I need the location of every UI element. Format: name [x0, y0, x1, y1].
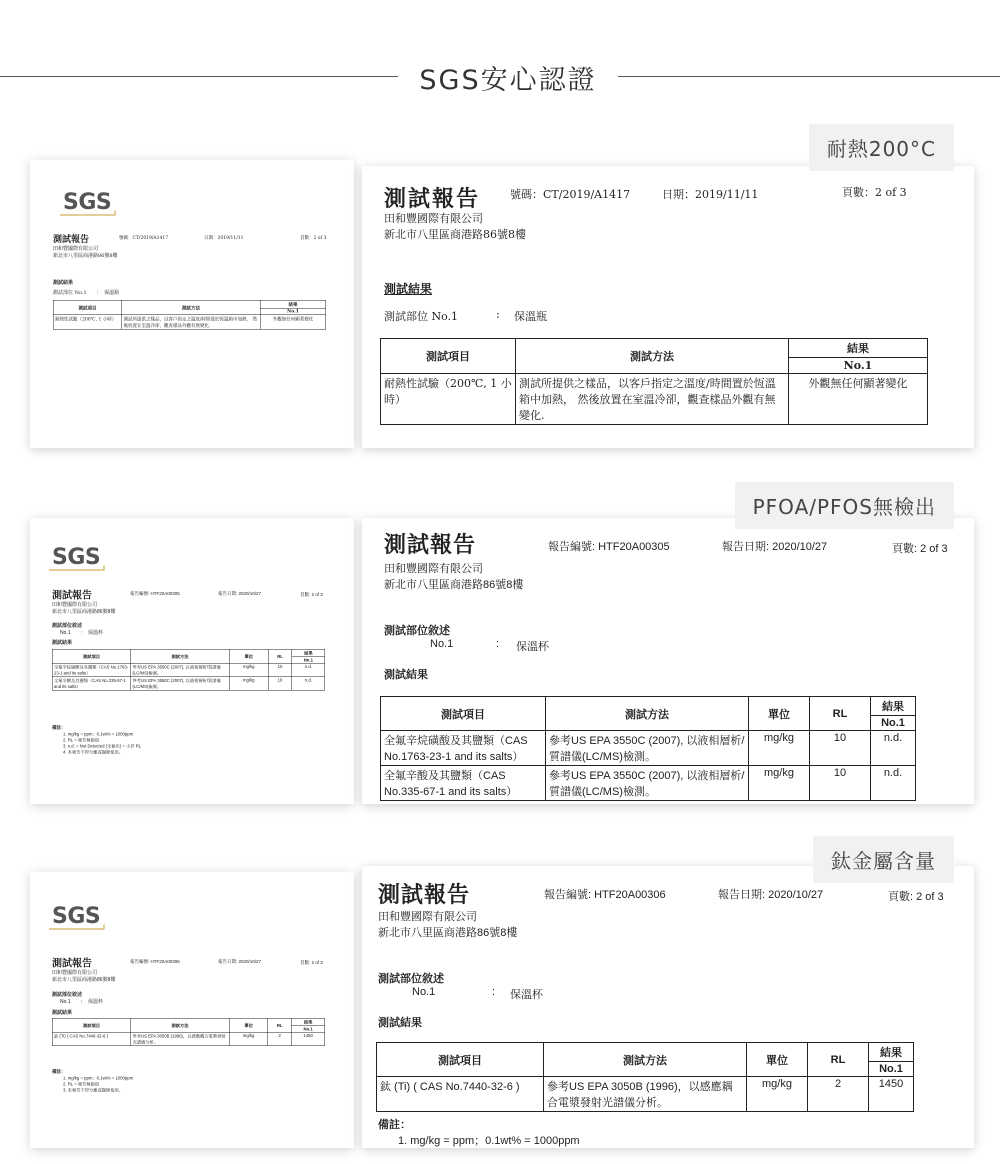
results-label: 測試結果 [384, 669, 428, 681]
part-colon: : [492, 986, 496, 998]
cell-rl: 10 [268, 677, 292, 691]
th-no: No.1 [869, 1062, 914, 1077]
thumb-company: 田和豐國際有限公司 [52, 602, 97, 608]
thumb-results-label: 測試結果 [52, 1010, 72, 1016]
part-colon: : [496, 638, 500, 650]
thumb-part-label: 測試部位敘述 [52, 623, 82, 629]
cell-rl: 2 [808, 1077, 869, 1112]
cell-result: n.d. [292, 677, 325, 691]
results-table [380, 696, 916, 801]
table-row [52, 677, 325, 691]
th-unit: 單位 [749, 697, 810, 731]
part-label: 測試部位 No.1 [384, 310, 459, 323]
report-detail[interactable] [362, 866, 974, 1148]
cell-method: 參考US EPA 3050B (1996)，以感應耦合電漿發射光譜儀分析。 [131, 1032, 230, 1046]
th-method: 測試方法 [131, 649, 230, 663]
certificate-heat-resistance [0, 122, 1000, 452]
thumb-page: 頁數: 2 of 3 [300, 960, 323, 965]
certificate-pfoa-pfos [0, 480, 1000, 810]
note-text: 1. mg/kg = ppm；0.1wt% = 1000ppm [398, 1135, 580, 1147]
report-date: 報告日期: 2020/10/27 [718, 889, 824, 901]
thumb-code: 報告編號: HTF20A00306 [130, 959, 180, 964]
report-title: 測試報告 [384, 186, 481, 212]
report-code: 報告編號: HTF20A00305 [548, 541, 670, 553]
header-divider-left [0, 76, 398, 77]
thumb-address: 新北市八里區商港路86號8樓 [52, 977, 116, 983]
th-no: No.1 [789, 358, 928, 374]
cell-unit: mg/kg [229, 663, 268, 677]
report-title: 測試報告 [378, 882, 471, 907]
th-rl: RL [268, 649, 292, 663]
th-method: 測試方法 [131, 1018, 230, 1032]
cell-unit: mg/kg [229, 1032, 268, 1046]
thumb-note: 2. RL = 報告極限值 [63, 1081, 100, 1087]
report-company: 田和豐國際有限公司 [384, 212, 483, 225]
table-row [381, 766, 916, 801]
th-method: 測試方法 [122, 300, 261, 315]
sgs-logo: SGS [52, 903, 100, 929]
report-code: 報告編號: HTF20A00306 [544, 889, 666, 901]
report-page: 頁數: 2 of 3 [888, 891, 944, 903]
thumb-title: 測試報告 [52, 958, 92, 969]
thumb-company: 田和豐國際有限公司 [52, 970, 97, 976]
cell-item: 全氟辛烷磺酸及其鹽類（CAS No.1763-23-1 and its salts） [52, 663, 131, 677]
thumb-part: No.1 ： 保溫杯 [60, 999, 104, 1005]
report-title: 測試報告 [384, 532, 477, 557]
cell-result: n.d. [871, 766, 916, 801]
page-title: SGS安心認證 [419, 65, 597, 96]
th-method: 測試方法 [544, 1043, 747, 1077]
th-rl: RL [810, 697, 871, 731]
thumb-note: 1. mg/kg = ppm；0.1wt% = 1000ppm [63, 1075, 134, 1081]
thumb-page: 頁數：2 of 3 [300, 235, 327, 241]
note-label: 備註： [378, 1119, 411, 1131]
th-item: 測試項目 [377, 1043, 544, 1077]
thumb-page: 頁數: 2 of 3 [300, 592, 323, 597]
th-item: 測試項目 [52, 649, 131, 663]
th-unit: 單位 [747, 1043, 808, 1077]
thumb-results-label: 測試結果 [52, 640, 72, 646]
sgs-logo: SGS [63, 189, 111, 215]
report-page: 頁數：2 of 3 [842, 186, 907, 199]
cell-unit: mg/kg [747, 1077, 808, 1112]
thumb-part: No.1 ： 保溫杯 [60, 630, 104, 636]
th-item: 測試項目 [381, 697, 546, 731]
thumb-note: 4. 本報告不得分離或擷錄使用。 [63, 749, 123, 755]
th-result: 結果 [291, 1018, 324, 1026]
thumb-company: 田和豐國際有限公司 [53, 246, 98, 252]
results-label: 測試結果 [384, 282, 433, 296]
cell-result: 外觀無任何顯著變化 [260, 315, 326, 330]
thumb-part: 測試部位 No.1 ： 保溫瓶 [53, 290, 120, 296]
cell-result: 1450 [291, 1032, 324, 1046]
feature-tag: PFOA/PFOS無檢出 [735, 482, 954, 529]
cell-item: 耐熱性試驗（200℃, 1 小時） [381, 374, 516, 425]
report-company: 田和豐國際有限公司 [384, 563, 483, 575]
th-result: 結果 [292, 649, 325, 657]
th-result: 結果 [871, 697, 916, 716]
thumb-date: 報告日期: 2020/10/27 [218, 959, 262, 964]
table-row [377, 1077, 914, 1112]
thumb-note-label: 備註： [52, 725, 66, 730]
cell-result: 1450 [869, 1077, 914, 1112]
thumb-note: 3. n.d. = Not Detected (未檢出) = 小於 RL [63, 743, 142, 749]
cell-item: 全氟辛烷磺酸及其鹽類（CAS No.1763-23-1 and its salts） [381, 731, 546, 766]
thumb-address: 新北市八里區商港路86號8樓 [53, 253, 118, 259]
th-rl: RL [268, 1018, 292, 1032]
thumb-note-label: 備註： [52, 1069, 66, 1074]
cell-item: 鈦 (Ti) ( CAS No.7440-32-6 ) [52, 1032, 131, 1046]
table-row [52, 1032, 325, 1046]
report-address: 新北市八里區商港路86號8樓 [378, 927, 518, 939]
thumb-part-label: 測試部位敘述 [52, 992, 82, 998]
th-no: No.1 [871, 716, 916, 731]
th-unit: 單位 [229, 649, 268, 663]
certificate-titanium [0, 832, 1000, 1162]
th-item: 測試項目 [52, 1018, 131, 1032]
report-detail[interactable] [362, 166, 974, 448]
cell-method: 參考US EPA 3550C (2007), 以液相層析/質譜儀(LC/MS)檢測。 [131, 663, 230, 677]
part-value: 保溫杯 [510, 989, 543, 1001]
report-date: 報告日期: 2020/10/27 [722, 541, 828, 553]
th-unit: 單位 [229, 1018, 268, 1032]
thumb-title: 測試報告 [52, 590, 92, 601]
th-no: No.1 [292, 657, 325, 664]
part-no: No.1 [430, 638, 454, 650]
report-address: 新北市八里區商港路86號8樓 [384, 579, 524, 591]
cell-method: 測試所提供之樣品，以客戶指定之溫度/時間置於恆溫箱中加熱， 然後放置在室溫冷卻，觀查樣品外觀有無變化. [122, 315, 261, 330]
th-item: 測試項目 [53, 300, 122, 315]
cell-result: n.d. [292, 663, 325, 677]
thumb-date: 報告日期: 2020/10/27 [218, 591, 262, 596]
cell-item: 全氟辛酸及其鹽類（CAS No.335-67-1 and its salts） [381, 766, 546, 801]
thumb-note: 1. mg/kg = ppm；0.1wt% = 1000ppm [63, 731, 134, 737]
thumb-address: 新北市八里區商港路86號8樓 [52, 609, 116, 615]
thumb-results-table [52, 649, 325, 691]
thumb-note: 2. RL = 報告極限值 [63, 737, 100, 743]
report-thumbnail[interactable] [30, 872, 354, 1148]
thumb-results-table [52, 1018, 325, 1046]
part-label: 測試部位敘述 [378, 973, 444, 985]
results-table [376, 1042, 914, 1112]
cell-method: 參考US EPA 3550C (2007), 以液相層析/質譜儀(LC/MS)檢測。 [546, 731, 749, 766]
th-rl: RL [808, 1043, 869, 1077]
report-thumbnail[interactable] [30, 518, 354, 804]
report-company: 田和豐國際有限公司 [378, 911, 477, 923]
report-thumbnail[interactable] [30, 160, 354, 448]
cell-rl: 10 [810, 766, 871, 801]
cell-rl: 10 [268, 663, 292, 677]
feature-tag: 鈦金屬含量 [813, 836, 954, 883]
th-no: No.1 [291, 1026, 324, 1033]
results-table [380, 338, 928, 425]
table-row [381, 731, 916, 766]
cell-item: 全氟辛酸及其鹽類（CAS No.335-67-1 and its salts） [52, 677, 131, 691]
report-address: 新北市八里區商港路86號8樓 [384, 228, 526, 241]
thumb-note: 3. 本報告不得分離或擷錄使用。 [63, 1087, 123, 1093]
part-value: 保溫瓶 [514, 310, 547, 323]
part-colon: : [496, 308, 500, 321]
thumb-results-label: 測試結果 [53, 280, 73, 286]
th-result: 結果 [869, 1043, 914, 1062]
report-code: 號碼：CT/2019/A1417 [510, 188, 631, 201]
cell-unit: mg/kg [749, 731, 810, 766]
th-method: 測試方法 [546, 697, 749, 731]
thumb-code: 報告編號: HTF20A00305 [130, 591, 180, 596]
thumb-results-table [53, 300, 326, 330]
thumb-title: 測試報告 [53, 234, 89, 245]
cell-item: 鈦 (Ti) ( CAS No.7440-32-6 ) [377, 1077, 544, 1112]
results-label: 測試結果 [378, 1017, 422, 1029]
cell-result: n.d. [871, 731, 916, 766]
cell-unit: mg/kg [229, 677, 268, 691]
th-method: 測試方法 [516, 339, 789, 374]
part-value: 保溫杯 [516, 641, 549, 653]
report-detail[interactable] [362, 518, 974, 804]
report-date: 日期：2019/11/11 [662, 188, 759, 201]
th-result: 結果 [260, 300, 326, 308]
part-label: 測試部位敘述 [384, 625, 450, 637]
cell-rl: 10 [810, 731, 871, 766]
cell-result: 外觀無任何顯著變化 [789, 374, 928, 425]
th-result: 結果 [789, 339, 928, 358]
cell-method: 參考US EPA 3550C (2007), 以液相層析/質譜儀(LC/MS)檢測。 [131, 677, 230, 691]
thumb-code: 號碼：CT/2019/A1417 [119, 235, 169, 241]
cell-method: 參考US EPA 3550C (2007), 以液相層析/質譜儀(LC/MS)檢測。 [546, 766, 749, 801]
cell-method: 參考US EPA 3050B (1996)，以感應耦合電漿發射光譜儀分析。 [544, 1077, 747, 1112]
report-page: 頁數: 2 of 3 [892, 543, 948, 555]
sgs-logo: SGS [52, 544, 100, 570]
thumb-date: 日期：2019/11/11 [204, 235, 244, 241]
cell-unit: mg/kg [749, 766, 810, 801]
part-no: No.1 [412, 986, 436, 998]
th-no: No.1 [260, 308, 326, 315]
th-item: 測試項目 [381, 339, 516, 374]
table-row [52, 663, 325, 677]
section-header [0, 56, 1000, 96]
cell-method: 測試所提供之樣品，以客戶指定之溫度/時間置於恆溫箱中加熱， 然後放置在室溫冷卻，觀查樣品外觀有無變化. [516, 374, 789, 425]
header-divider-right [618, 76, 1000, 77]
cell-rl: 2 [268, 1032, 292, 1046]
cell-item: 耐熱性試驗（200℃, 1 小時） [53, 315, 122, 330]
feature-tag: 耐熱200°C [809, 124, 954, 171]
